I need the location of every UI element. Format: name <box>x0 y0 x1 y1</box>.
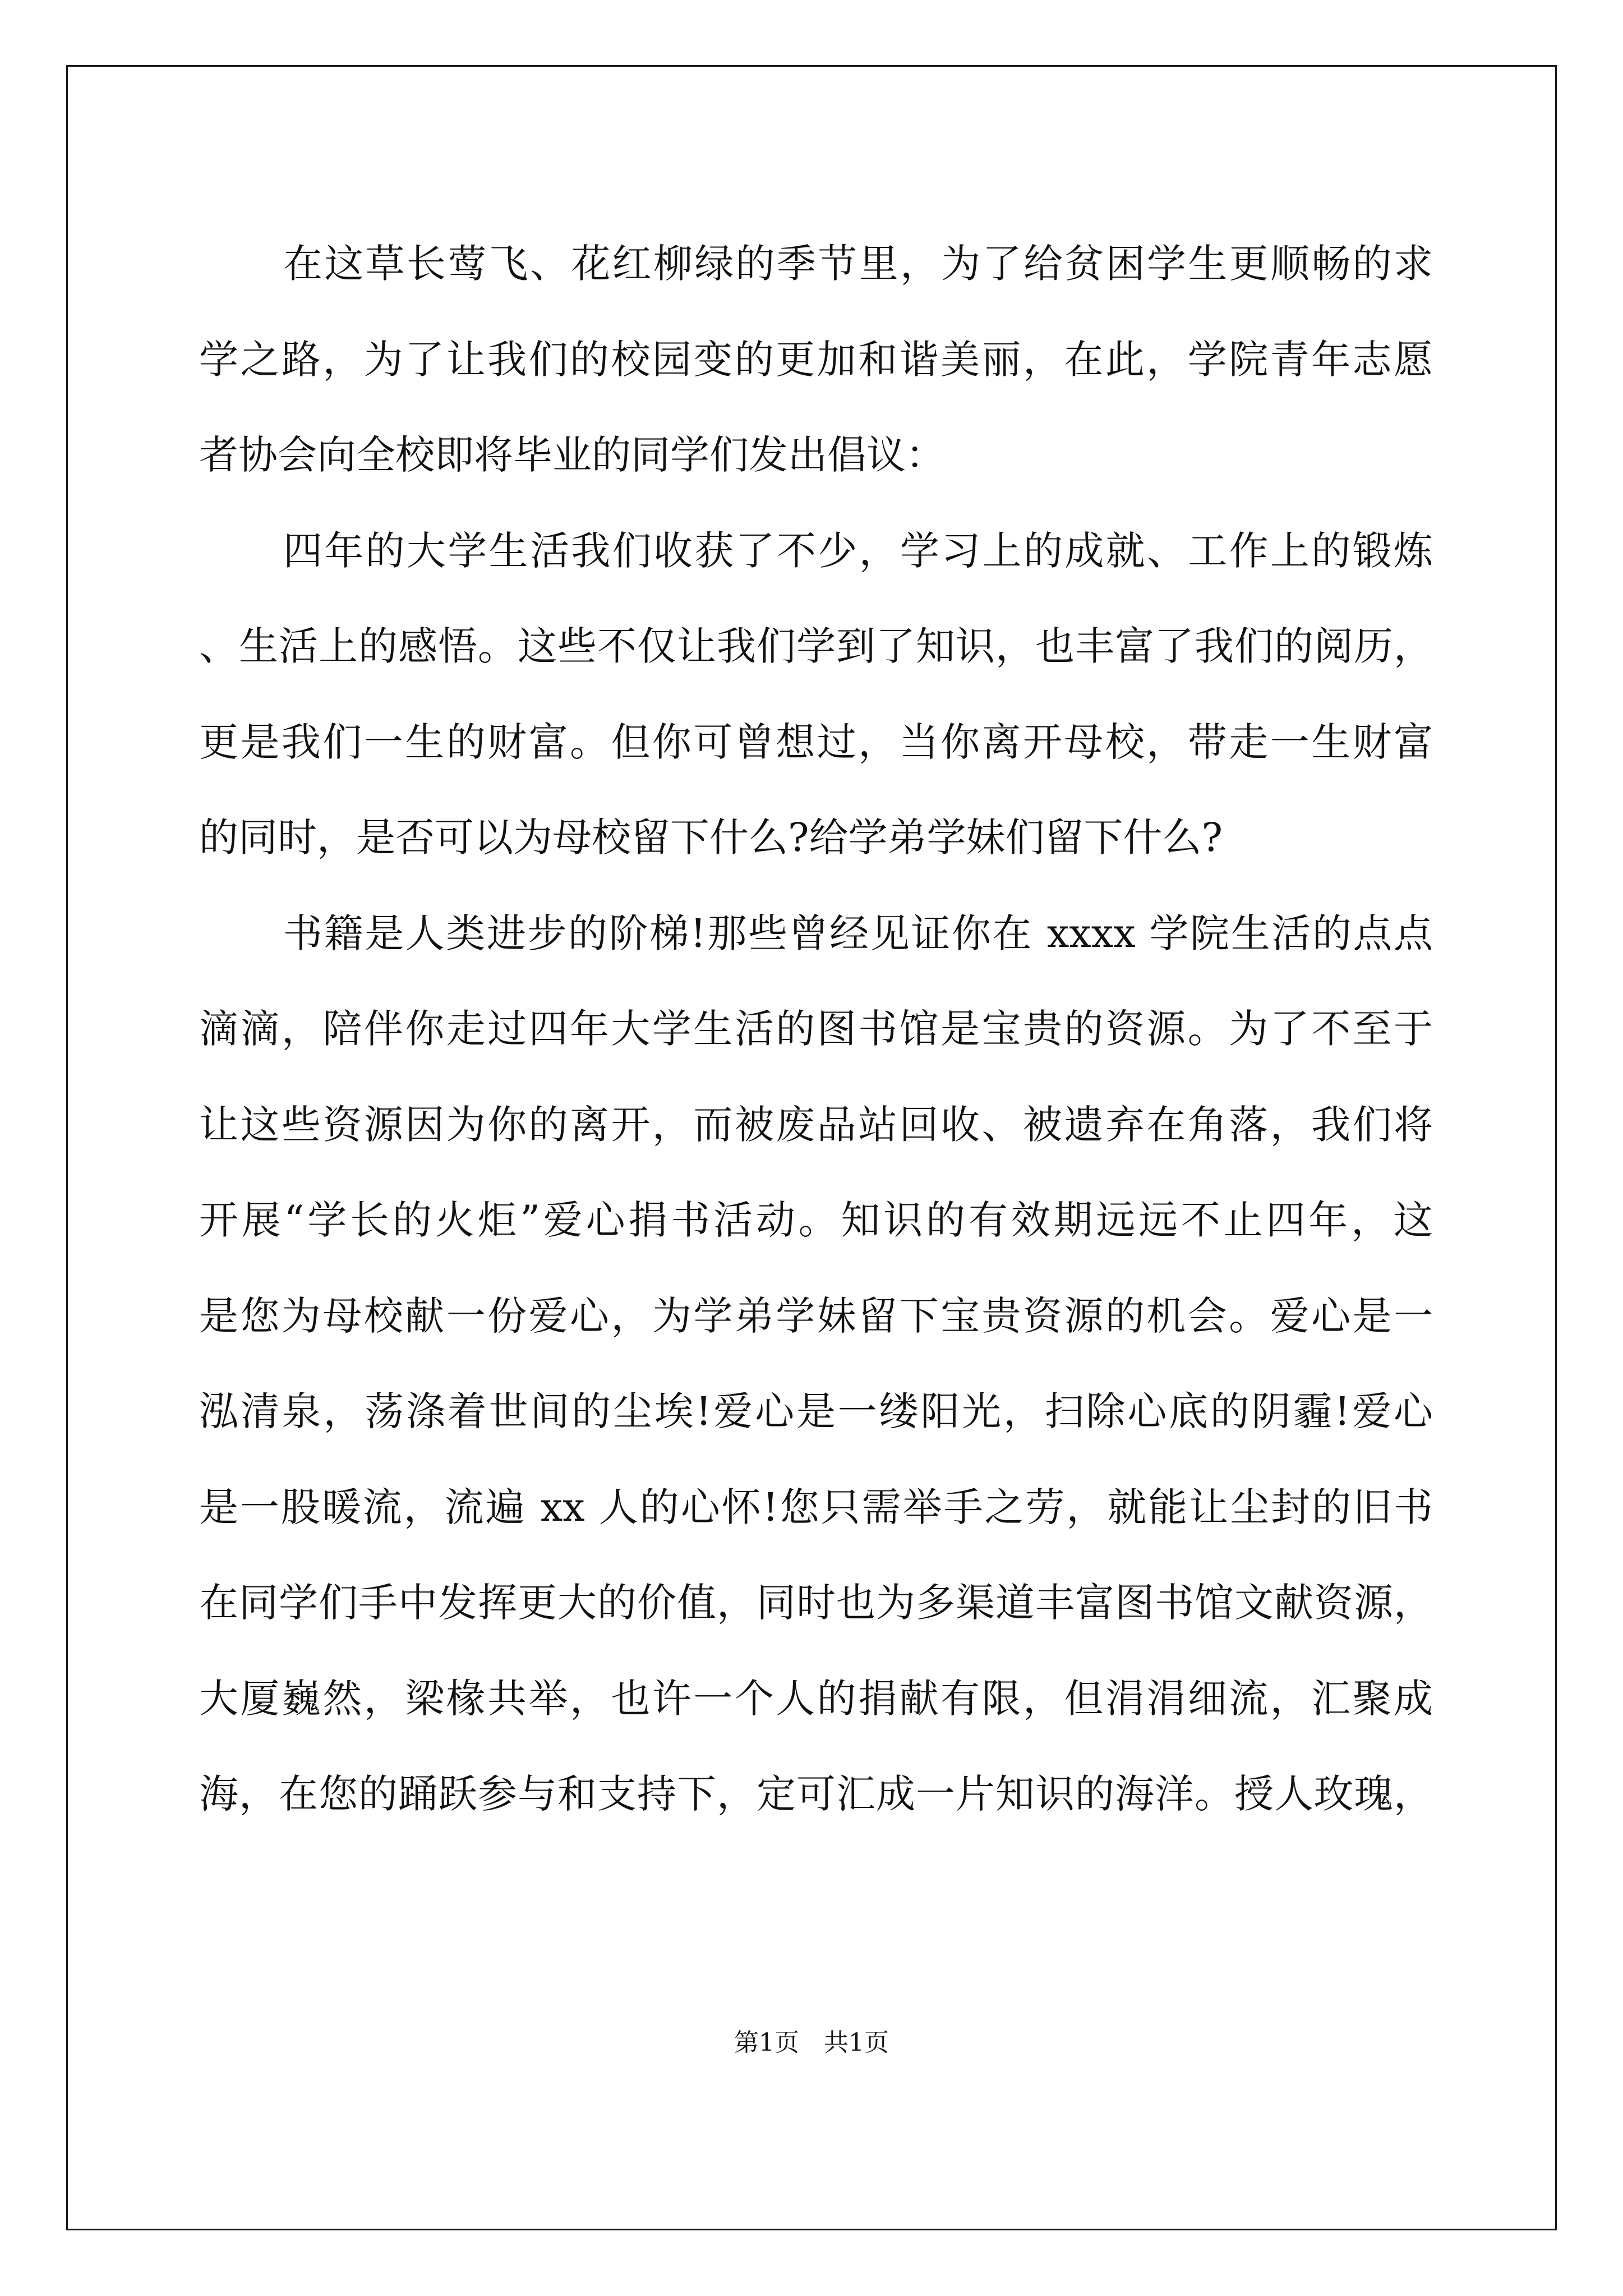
paragraph-2-line-3: 更是我们一生的财富。但你可曾想过，当你离开母校，带走一生财富 <box>199 719 1433 765</box>
paragraph-3-line-9: 大厦巍然，梁椽共举，也许一个人的捐献有限，但涓涓细流，汇聚成 <box>199 1675 1433 1722</box>
paragraph-2-line-2: 、生活上的感悟。这些不仅让我们学到了知识，也丰富了我们的阅历， <box>199 623 1433 669</box>
paragraph-1-line-1: 在这草长莺飞、花红柳绿的季节里，为了给贫困学生更顺畅的求 <box>283 241 1433 287</box>
paragraph-2-line-4: 的同时，是否可以为母校留下什么?给学弟学妹们留下什么? <box>199 815 1223 861</box>
paragraph-3-line-3: 让这些资源因为你的离开，而被废品站回收、被遗弃在角落，我们将 <box>199 1101 1433 1148</box>
paragraph-3-line-1: 书籍是人类进步的阶梯!那些曾经见证你在 xxxx 学院生活的点点 <box>283 910 1433 956</box>
document-body <box>199 216 1433 1842</box>
paragraph-3-line-10: 海，在您的踊跃参与和支持下，定可汇成一片知识的海洋。授人玫瑰， <box>199 1771 1433 1817</box>
paragraph-1-line-3: 者协会向全校即将毕业的同学们发出倡议： <box>199 432 945 478</box>
paragraph-3-line-5: 是您为母校献一份爱心，为学弟学妹留下宝贵资源的机会。爱心是一 <box>199 1292 1433 1339</box>
paragraph-3-line-8: 在同学们手中发挥更大的价值，同时也为多渠道丰富图书馆文献资源， <box>199 1580 1433 1626</box>
paragraph-3-line-2: 滴滴，陪伴你走过四年大学生活的图书馆是宝贵的资源。为了不至于 <box>199 1006 1433 1052</box>
paragraph-2-line-1: 四年的大学生活我们收获了不少，学习上的成就、工作上的锻炼 <box>283 527 1433 574</box>
paragraph-3-line-7: 是一股暖流，流遍 xx 人的心怀!您只需举手之劳，就能让尘封的旧书 <box>199 1484 1433 1530</box>
page-number-footer: 第1页 共1页 <box>734 2028 889 2057</box>
paragraph-1-line-2: 学之路，为了让我们的校园变的更加和谐美丽，在此，学院青年志愿 <box>199 336 1433 383</box>
paragraph-3-line-6: 泓清泉，荡涤着世间的尘埃!爱心是一缕阳光，扫除心底的阴霾!爱心 <box>199 1388 1433 1434</box>
paragraph-3-line-4: 开展“学长的火炬”爱心捐书活动。知识的有效期远远不止四年，这 <box>199 1197 1433 1243</box>
